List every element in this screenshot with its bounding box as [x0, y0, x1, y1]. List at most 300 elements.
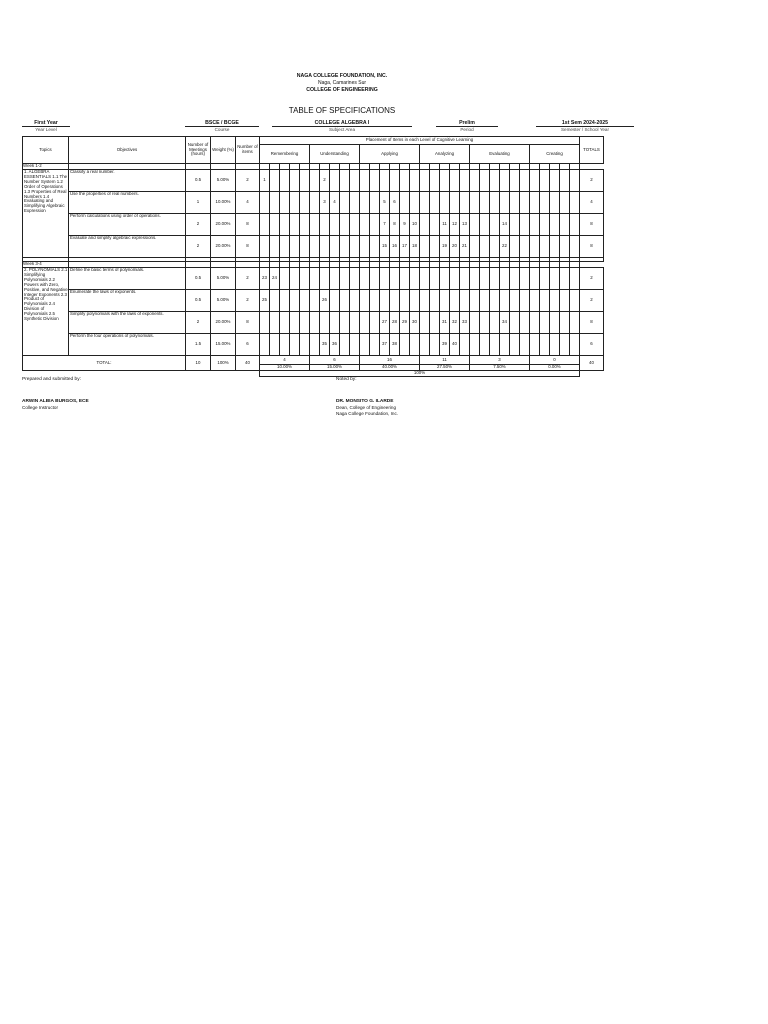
item-number-cell — [530, 192, 540, 214]
weight-cell: 20.00% — [211, 312, 236, 334]
item-number-cell — [560, 312, 570, 334]
item-number-cell — [530, 268, 540, 290]
item-number-cell — [510, 268, 520, 290]
item-number-cell — [320, 268, 330, 290]
item-number-cell — [450, 192, 460, 214]
item-number-cell: 31 — [440, 312, 450, 334]
item-number-cell — [530, 236, 540, 258]
item-number-cell — [350, 170, 360, 192]
item-number-cell — [300, 268, 310, 290]
item-number-cell — [480, 192, 490, 214]
item-number-cell — [500, 334, 510, 356]
item-number-cell — [400, 192, 410, 214]
item-number-cell: 13 — [460, 214, 470, 236]
items-cell: 4 — [236, 192, 260, 214]
level-count: 6 — [310, 356, 360, 365]
item-number-cell — [360, 214, 370, 236]
item-number-cell — [520, 334, 530, 356]
item-number-cell — [260, 334, 270, 356]
item-number-cell — [270, 214, 280, 236]
item-number-cell — [370, 170, 380, 192]
item-number-cell — [540, 268, 550, 290]
item-number-cell — [370, 290, 380, 312]
subject-label: Subject Area — [272, 126, 412, 132]
item-number-cell — [480, 170, 490, 192]
item-number-cell — [370, 268, 380, 290]
topics-header: Topics — [23, 137, 69, 164]
item-number-cell — [410, 290, 420, 312]
level-count: 3 — [470, 356, 530, 365]
row-total-cell: 8 — [580, 312, 604, 334]
item-number-cell — [330, 170, 340, 192]
item-number-cell — [480, 312, 490, 334]
item-number-cell — [280, 268, 290, 290]
item-number-cell — [410, 170, 420, 192]
item-number-cell — [510, 214, 520, 236]
item-number-cell — [290, 192, 300, 214]
item-number-cell — [340, 214, 350, 236]
item-number-cell — [500, 192, 510, 214]
item-number-cell — [540, 170, 550, 192]
noted-by-label: Noted by: — [336, 377, 357, 382]
row-total-cell: 2 — [580, 170, 604, 192]
item-number-cell: 18 — [410, 236, 420, 258]
item-number-cell — [280, 312, 290, 334]
item-number-cell — [420, 214, 430, 236]
item-number-cell — [540, 290, 550, 312]
item-number-cell — [430, 236, 440, 258]
level-count: 4 — [260, 356, 310, 365]
item-number-cell — [350, 192, 360, 214]
item-number-cell — [440, 192, 450, 214]
meetings-cell: 0.5 — [186, 290, 211, 312]
item-number-cell — [390, 268, 400, 290]
item-number-cell: 3 — [320, 192, 330, 214]
item-number-cell — [370, 192, 380, 214]
row-total-cell: 4 — [580, 192, 604, 214]
item-number-cell — [480, 236, 490, 258]
item-number-cell: 28 — [390, 312, 400, 334]
item-number-cell — [460, 290, 470, 312]
item-number-cell — [340, 268, 350, 290]
item-number-cell — [540, 312, 550, 334]
item-number-cell — [550, 236, 560, 258]
item-number-cell: 25 — [260, 290, 270, 312]
objective-cell: Enumerate the laws of exponents. — [69, 290, 186, 312]
semester-label: Semester / School Year — [536, 126, 634, 132]
item-number-cell — [400, 290, 410, 312]
item-number-cell — [310, 268, 320, 290]
item-number-cell — [400, 170, 410, 192]
semester-value: 1st Sem 2024-2025 — [561, 120, 609, 126]
objective-cell: Simplify polynomials with the laws of exponents. — [69, 312, 186, 334]
item-number-cell — [390, 290, 400, 312]
item-number-cell — [470, 236, 480, 258]
item-number-cell — [380, 170, 390, 192]
item-number-cell — [530, 290, 540, 312]
overall-percent: 100% — [260, 371, 580, 377]
meetings-cell: 2 — [186, 236, 211, 258]
item-number-cell — [380, 268, 390, 290]
weight-cell: 5.00% — [211, 268, 236, 290]
meetings-cell: 2 — [186, 214, 211, 236]
item-number-cell — [360, 236, 370, 258]
item-number-cell: 20 — [450, 236, 460, 258]
item-number-cell — [520, 214, 530, 236]
meetings-cell: 2 — [186, 312, 211, 334]
item-number-cell: 22 — [500, 236, 510, 258]
item-number-cell — [400, 268, 410, 290]
item-number-cell: 24 — [270, 268, 280, 290]
item-number-cell — [490, 290, 500, 312]
level-count: 0 — [530, 356, 580, 365]
item-number-cell — [350, 236, 360, 258]
item-number-cell — [290, 170, 300, 192]
items-cell: 8 — [236, 214, 260, 236]
item-number-cell: 16 — [390, 236, 400, 258]
items-cell: 6 — [236, 334, 260, 356]
item-number-cell — [420, 290, 430, 312]
period-field — [436, 120, 498, 132]
item-number-cell — [500, 170, 510, 192]
item-number-cell — [270, 192, 280, 214]
weight-cell: 10.00% — [211, 192, 236, 214]
item-number-cell — [280, 334, 290, 356]
item-number-cell — [360, 334, 370, 356]
item-number-cell — [540, 334, 550, 356]
item-number-cell: 4 — [330, 192, 340, 214]
item-number-cell — [570, 192, 580, 214]
row-total-cell: 8 — [580, 236, 604, 258]
item-number-cell — [260, 192, 270, 214]
dean-institution: Naga College Foundation, Inc. — [336, 411, 399, 416]
item-number-cell — [490, 268, 500, 290]
item-number-cell — [290, 290, 300, 312]
item-number-cell — [530, 312, 540, 334]
topic-algebra-essentials: 1. ALGEBRA ESSENTIALS 1.1 The Number System 1.2 Order of Operations 1.3 Properties of Real Numbers 1.4 Evaluating and Simplifying Algebraic Expression — [23, 170, 69, 258]
objective-cell: Define the basic terms of polynomials. — [69, 268, 186, 290]
level-percent: 0.00% — [530, 365, 580, 371]
row-total-cell: 6 — [580, 334, 604, 356]
table-row — [23, 356, 604, 365]
level-count: 11 — [420, 356, 470, 365]
item-number-cell — [300, 312, 310, 334]
level-percent: 10.00% — [260, 365, 310, 371]
items-cell: 2 — [236, 170, 260, 192]
item-number-cell — [360, 290, 370, 312]
item-number-cell — [310, 214, 320, 236]
item-number-cell — [480, 290, 490, 312]
semester-field — [536, 120, 634, 132]
item-number-cell — [510, 236, 520, 258]
item-number-cell — [470, 290, 480, 312]
item-number-cell — [260, 236, 270, 258]
item-number-cell — [340, 192, 350, 214]
item-number-cell — [430, 312, 440, 334]
meetings-cell: 0.5 — [186, 268, 211, 290]
item-number-cell — [390, 170, 400, 192]
year-level-value: First Year — [34, 120, 58, 126]
item-number-cell — [310, 334, 320, 356]
item-number-cell — [410, 268, 420, 290]
item-number-cell — [510, 192, 520, 214]
items-cell: 8 — [236, 236, 260, 258]
item-number-cell — [290, 268, 300, 290]
item-number-cell: 6 — [390, 192, 400, 214]
item-number-cell — [550, 170, 560, 192]
item-number-cell — [350, 334, 360, 356]
item-number-cell — [320, 312, 330, 334]
item-number-cell — [330, 236, 340, 258]
item-number-cell — [310, 170, 320, 192]
table-row — [23, 371, 604, 377]
item-number-cell: 7 — [380, 214, 390, 236]
item-number-cell — [550, 312, 560, 334]
item-number-cell: 11 — [440, 214, 450, 236]
item-number-cell — [360, 192, 370, 214]
item-number-cell — [570, 334, 580, 356]
item-number-cell: 34 — [500, 312, 510, 334]
prepared-by-label: Prepared and submitted by: — [22, 377, 81, 382]
item-number-cell — [270, 312, 280, 334]
item-number-cell — [280, 214, 290, 236]
item-number-cell — [410, 192, 420, 214]
item-number-cell — [490, 192, 500, 214]
dean-role: Dean, College of Engineering — [336, 405, 397, 410]
items-header: Number of items — [236, 137, 260, 164]
item-number-cell — [420, 170, 430, 192]
item-number-cell — [470, 170, 480, 192]
item-number-cell — [480, 214, 490, 236]
item-number-cell: 12 — [450, 214, 460, 236]
year-level-field — [22, 120, 70, 132]
item-number-cell — [440, 170, 450, 192]
week-label-1: Week 1-2 — [23, 164, 69, 170]
item-number-cell — [530, 170, 540, 192]
item-number-cell — [490, 334, 500, 356]
item-number-cell — [280, 170, 290, 192]
item-number-cell: 37 — [380, 334, 390, 356]
item-number-cell — [500, 290, 510, 312]
item-number-cell — [470, 268, 480, 290]
item-number-cell — [370, 334, 380, 356]
period-label: Period — [436, 126, 498, 132]
placement-header: Placement of Items in each Level of Cognitive Learning — [260, 137, 580, 145]
item-number-cell — [430, 268, 440, 290]
item-number-cell — [510, 334, 520, 356]
weight-cell: 5.00% — [211, 290, 236, 312]
item-number-cell — [300, 170, 310, 192]
item-number-cell — [490, 214, 500, 236]
item-number-cell: 8 — [390, 214, 400, 236]
item-number-cell: 2 — [320, 170, 330, 192]
totals-header: TOTALS — [580, 137, 604, 164]
instructor-name: ARWIN ALBIA BURGOS, ECE — [22, 399, 89, 404]
item-number-cell — [360, 312, 370, 334]
objective-cell: Perform the four operations of polynomials. — [69, 334, 186, 356]
item-number-cell — [550, 268, 560, 290]
item-number-cell — [570, 236, 580, 258]
total-weight: 100% — [211, 356, 236, 371]
item-number-cell: 35 — [320, 334, 330, 356]
item-number-cell — [560, 334, 570, 356]
level-header: Remembering — [260, 145, 310, 164]
level-header: Analyzing — [420, 145, 470, 164]
item-number-cell: 39 — [440, 334, 450, 356]
meetings-cell: 0.5 — [186, 170, 211, 192]
item-number-cell — [270, 236, 280, 258]
item-number-cell — [540, 192, 550, 214]
course-value: BSCE / BCGE — [205, 120, 239, 126]
topic-polynomials: 2. POLYNOMIALS 2.1 Simplifying Polynomials 2.2 Powers with Zero, Positive, and Negative Integer Exponents 2.3 Product of Polynomials 2.4 Division of Polynomials 2.5 Synthetic Division — [23, 268, 69, 356]
item-number-cell — [430, 214, 440, 236]
item-number-cell: 17 — [400, 236, 410, 258]
item-number-cell — [460, 170, 470, 192]
department-name: COLLEGE OF ENGINEERING — [306, 87, 378, 93]
item-number-cell — [520, 290, 530, 312]
item-number-cell: 21 — [460, 236, 470, 258]
item-number-cell — [290, 334, 300, 356]
item-number-cell: 27 — [380, 312, 390, 334]
item-number-cell — [420, 334, 430, 356]
item-number-cell — [270, 290, 280, 312]
item-number-cell — [520, 268, 530, 290]
item-number-cell: 9 — [400, 214, 410, 236]
level-header: Creating — [530, 145, 580, 164]
item-number-cell — [370, 214, 380, 236]
item-number-cell — [310, 290, 320, 312]
item-number-cell — [330, 268, 340, 290]
item-number-cell: 23 — [260, 268, 270, 290]
item-number-cell — [420, 192, 430, 214]
table-row — [23, 214, 604, 236]
table-row — [23, 236, 604, 258]
item-number-cell: 5 — [380, 192, 390, 214]
item-number-cell — [300, 290, 310, 312]
item-number-cell — [400, 334, 410, 356]
item-number-cell — [330, 290, 340, 312]
item-number-cell — [550, 192, 560, 214]
weight-cell: 20.00% — [211, 214, 236, 236]
item-number-cell — [300, 334, 310, 356]
meetings-cell: 1 — [186, 192, 211, 214]
items-cell: 2 — [236, 290, 260, 312]
course-field — [185, 120, 259, 132]
item-number-cell — [550, 334, 560, 356]
item-number-cell — [460, 268, 470, 290]
item-number-cell: 14 — [500, 214, 510, 236]
table-row — [23, 334, 604, 356]
items-cell: 8 — [236, 312, 260, 334]
item-number-cell — [270, 334, 280, 356]
item-number-cell: 40 — [450, 334, 460, 356]
subject-field — [272, 120, 412, 132]
item-number-cell — [330, 214, 340, 236]
table-row — [23, 192, 604, 214]
item-number-cell — [420, 312, 430, 334]
item-number-cell — [410, 334, 420, 356]
weight-cell: 15.00% — [211, 334, 236, 356]
item-number-cell — [430, 192, 440, 214]
specifications-table — [22, 136, 604, 377]
level-header: Evaluating — [470, 145, 530, 164]
total-meetings: 10 — [186, 356, 211, 371]
item-number-cell — [460, 334, 470, 356]
objectives-header: Objectives — [69, 137, 186, 164]
item-number-cell — [350, 290, 360, 312]
item-number-cell — [560, 290, 570, 312]
item-number-cell — [450, 268, 460, 290]
row-total-cell: 2 — [580, 290, 604, 312]
item-number-cell — [370, 236, 380, 258]
year-level-label: Year Level — [22, 126, 70, 132]
item-number-cell — [520, 236, 530, 258]
table-row — [23, 290, 604, 312]
row-total-cell: 8 — [580, 214, 604, 236]
weight-cell: 20.00% — [211, 236, 236, 258]
item-number-cell: 32 — [450, 312, 460, 334]
item-number-cell — [280, 192, 290, 214]
level-count: 16 — [360, 356, 420, 365]
item-number-cell — [490, 312, 500, 334]
item-number-cell — [470, 214, 480, 236]
item-number-cell — [480, 334, 490, 356]
item-number-cell — [430, 170, 440, 192]
level-header: Applying — [360, 145, 420, 164]
item-number-cell — [510, 290, 520, 312]
item-number-cell — [430, 290, 440, 312]
item-number-cell: 36 — [330, 334, 340, 356]
item-number-cell — [450, 290, 460, 312]
item-number-cell — [480, 268, 490, 290]
item-number-cell — [290, 236, 300, 258]
item-number-cell — [370, 312, 380, 334]
item-number-cell — [420, 268, 430, 290]
grand-total: 40 — [580, 356, 604, 371]
item-number-cell: 10 — [410, 214, 420, 236]
item-number-cell: 29 — [400, 312, 410, 334]
item-number-cell — [560, 236, 570, 258]
item-number-cell: 26 — [320, 290, 330, 312]
meetings-header: Number of Meetings (hours) — [186, 137, 211, 164]
course-label: Course — [185, 126, 259, 132]
level-percent: 27.50% — [420, 365, 470, 371]
item-number-cell — [280, 290, 290, 312]
weight-header: Weight (%) — [211, 137, 236, 164]
item-number-cell — [530, 334, 540, 356]
item-number-cell — [520, 170, 530, 192]
items-cell: 2 — [236, 268, 260, 290]
item-number-cell — [540, 236, 550, 258]
item-number-cell — [310, 192, 320, 214]
item-number-cell — [440, 290, 450, 312]
item-number-cell — [270, 170, 280, 192]
item-number-cell — [360, 268, 370, 290]
item-number-cell — [300, 236, 310, 258]
item-number-cell — [320, 236, 330, 258]
item-number-cell: 38 — [390, 334, 400, 356]
item-number-cell: 33 — [460, 312, 470, 334]
weight-cell: 5.00% — [211, 170, 236, 192]
item-number-cell — [570, 214, 580, 236]
item-number-cell — [570, 170, 580, 192]
item-number-cell — [300, 214, 310, 236]
item-number-cell — [340, 236, 350, 258]
objective-cell: Perform calculations using order of operations. — [69, 214, 186, 236]
item-number-cell — [470, 192, 480, 214]
table-row — [23, 170, 604, 192]
item-number-cell — [300, 192, 310, 214]
